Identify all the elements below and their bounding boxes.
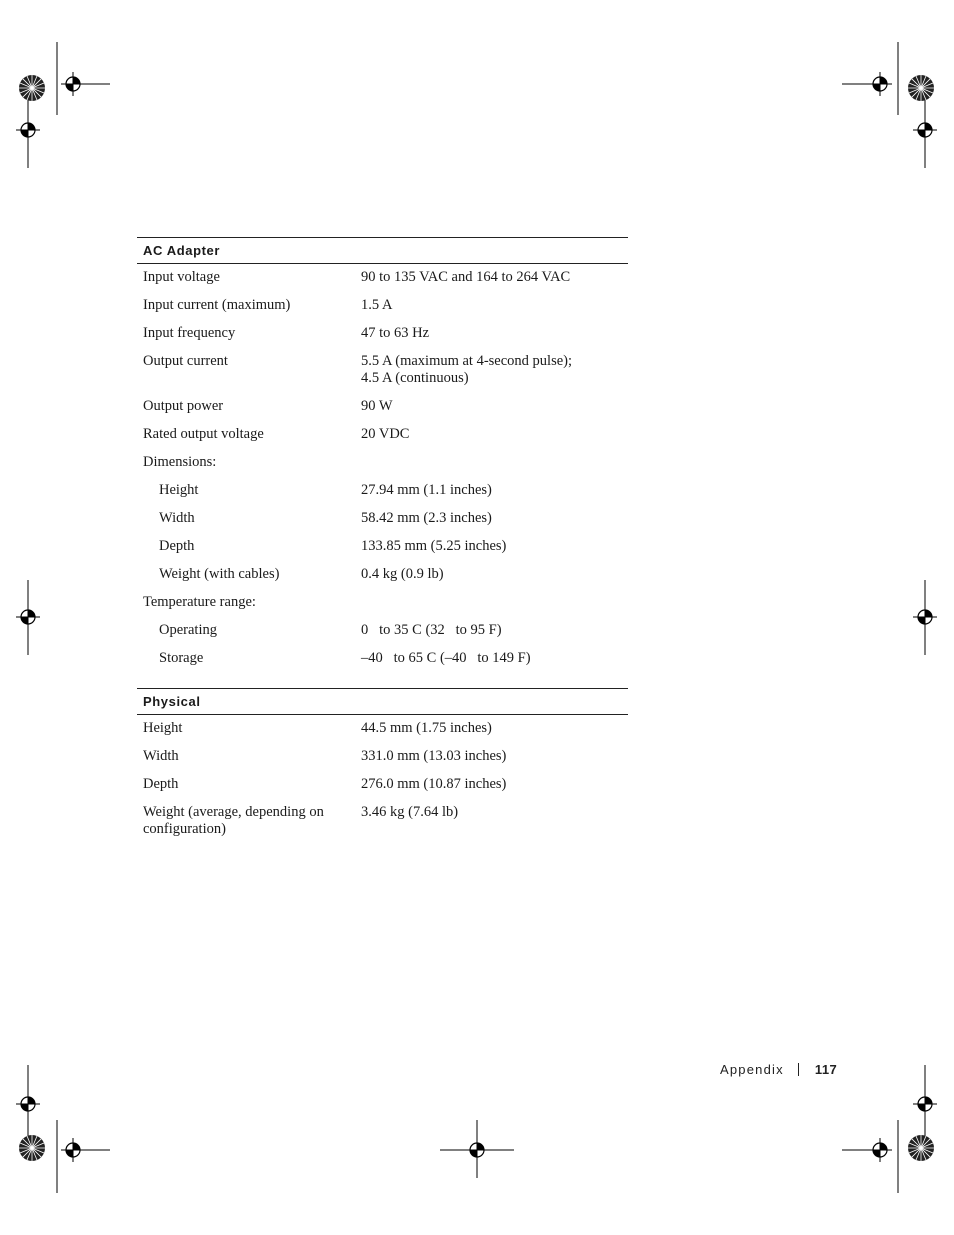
spec-label: Output current [143,353,228,369]
spec-value: 1.5 A [361,297,393,313]
starburst-icon [908,75,934,101]
starburst-icon [19,1135,45,1161]
spec-value: 90 W [361,398,393,414]
spec-row [137,426,628,454]
registration-icon [16,118,40,142]
spec-label: Width [159,510,195,526]
spec-row [137,748,628,776]
registration-icon [913,605,937,629]
spec-label: Output power [143,398,224,414]
spec-value: 331.0 mm (13.03 inches) [361,748,507,764]
page-footer [720,1062,837,1077]
spec-row [137,454,628,482]
spec-value: 5.5 A (maximum at 4-second pulse); 4.5 A (continuous) [361,353,573,386]
spec-value: 0 to 35 C (32 to 95 F) [361,622,502,638]
spec-value: 133.85 mm (5.25 inches) [361,538,507,554]
registration-icon [61,1138,85,1162]
footer-divider [798,1063,799,1076]
registration-icon [913,1092,937,1116]
registration-icon [16,1092,40,1116]
spec-row [137,398,628,426]
spec-value: 3.46 kg (7.64 lb) [361,804,459,820]
spec-row [137,325,628,353]
spec-value: 27.94 mm (1.1 inches) [361,482,492,498]
spec-label: Height [159,482,199,498]
spec-value: –40 to 65 C (–40 to 149 F) [361,650,531,666]
spec-label: Depth [143,776,179,792]
spec-value: 58.42 mm (2.3 inches) [361,510,492,526]
spec-value [361,594,628,611]
spec-label: Dimensions: [143,454,217,470]
registration-icon [16,605,40,629]
spec-row [137,566,628,594]
spec-value: 276.0 mm (10.87 inches) [361,776,507,792]
spec-value: 90 to 135 VAC and 164 to 264 VAC [361,269,571,285]
spec-row [137,804,628,849]
starburst-icon [908,1135,934,1161]
spec-table [137,237,628,849]
section-rows [137,264,628,678]
spec-label: Depth [159,538,195,554]
registration-icon [465,1138,489,1162]
section-ac-adapter [137,237,628,678]
spec-value: 47 to 63 Hz [361,325,430,341]
spec-label: Storage [159,650,204,666]
spec-row [137,297,628,325]
spec-label: Input voltage [143,269,220,285]
section-rows [137,715,628,849]
spec-value [361,454,628,471]
spec-row [137,594,628,622]
spec-label: Weight (with cables) [159,566,280,582]
registration-icon [61,72,85,96]
page-number: 117 [814,1062,838,1077]
spec-row [137,269,628,297]
spec-value: 0.4 kg (0.9 lb) [361,566,444,582]
spec-row [137,510,628,538]
section-title: Physical [137,688,628,715]
spec-row [137,622,628,650]
registration-icon [868,72,892,96]
spec-row [137,482,628,510]
footer-section-name: Appendix [720,1062,784,1077]
spec-row [137,776,628,804]
spec-row [137,538,628,566]
spec-label: Rated output voltage [143,426,264,442]
spec-row [137,353,628,398]
section-physical [137,688,628,849]
spec-label: Width [143,748,179,764]
spec-row [137,720,628,748]
spec-label: Input frequency [143,325,236,341]
spec-label: Weight (average, depending on configuration) [143,804,324,837]
starburst-icon [19,75,45,101]
registration-icon [868,1138,892,1162]
spec-value: 44.5 mm (1.75 inches) [361,720,492,736]
spec-label: Input current (maximum) [143,297,291,313]
registration-icon [913,118,937,142]
spec-row [137,650,628,678]
spec-label: Operating [159,622,217,638]
section-title: AC Adapter [137,237,628,264]
spec-label: Temperature range: [143,594,256,610]
spec-value: 20 VDC [361,426,410,442]
spec-label: Height [143,720,183,736]
